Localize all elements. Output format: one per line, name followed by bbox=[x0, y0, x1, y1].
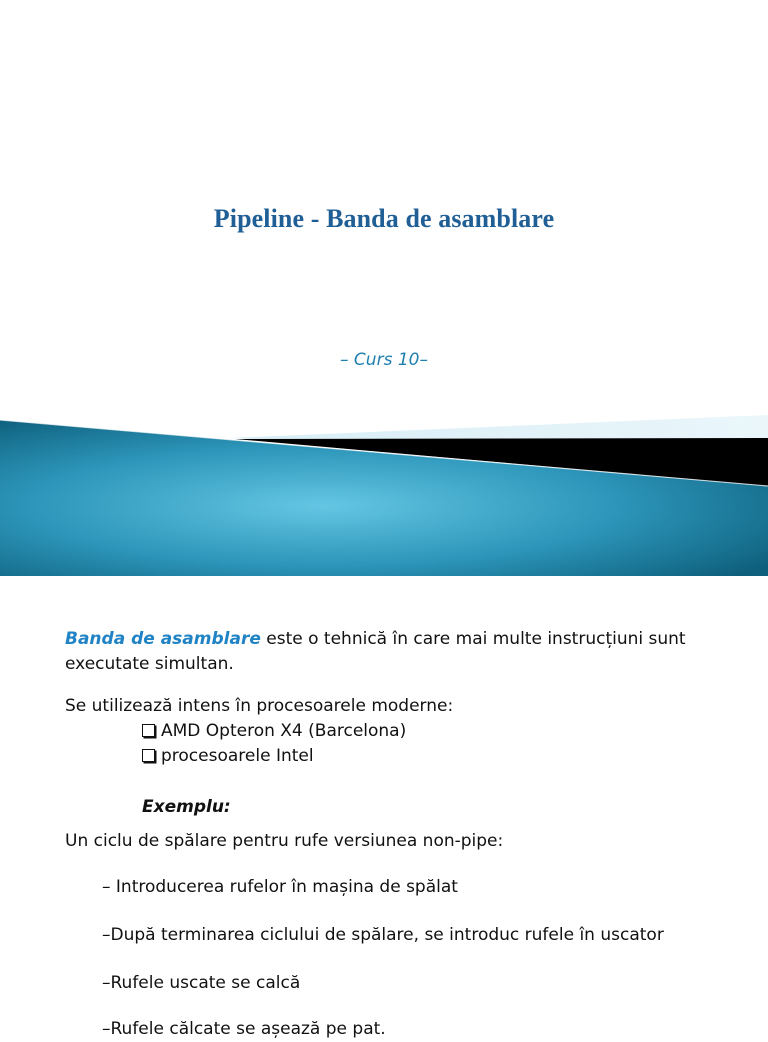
checkbox-bullet-icon bbox=[142, 749, 155, 762]
example-label: Exemplu: bbox=[142, 797, 231, 817]
step-item: – Introducerea rufelor în mașina de spălat bbox=[102, 877, 458, 897]
decorative-banner bbox=[0, 410, 768, 576]
banner-light-strip bbox=[230, 415, 768, 440]
intro-highlight: Banda de asamblare bbox=[65, 629, 261, 649]
intro-paragraph bbox=[65, 627, 725, 677]
list-item bbox=[142, 719, 406, 744]
slide-title: Pipeline - Banda de asamblare bbox=[213, 204, 555, 233]
slide-subtitle: – Curs 10– bbox=[340, 350, 428, 370]
intro-text: este o tehnică în care mai multe instrucțiuni sunt executate simultan. bbox=[65, 629, 686, 674]
usage-intro: Se utilizează intens în procesoarele moderne: bbox=[65, 696, 454, 716]
step-item: –Rufele uscate se calcă bbox=[102, 973, 301, 993]
step-item: –După terminarea ciclului de spălare, se introduc rufele în uscator bbox=[102, 925, 664, 945]
list-item-label: AMD Opteron X4 (Barcelona) bbox=[161, 721, 407, 741]
document-body bbox=[0, 576, 768, 1039]
checkbox-bullet-icon bbox=[142, 724, 155, 737]
list-item bbox=[142, 744, 314, 769]
example-intro: Un ciclu de spălare pentru rufe versiunea non-pipe: bbox=[65, 831, 504, 851]
step-item: –Rufele călcate se așează pe pat. bbox=[102, 1019, 386, 1039]
list-item-label: procesoarele Intel bbox=[161, 746, 314, 766]
